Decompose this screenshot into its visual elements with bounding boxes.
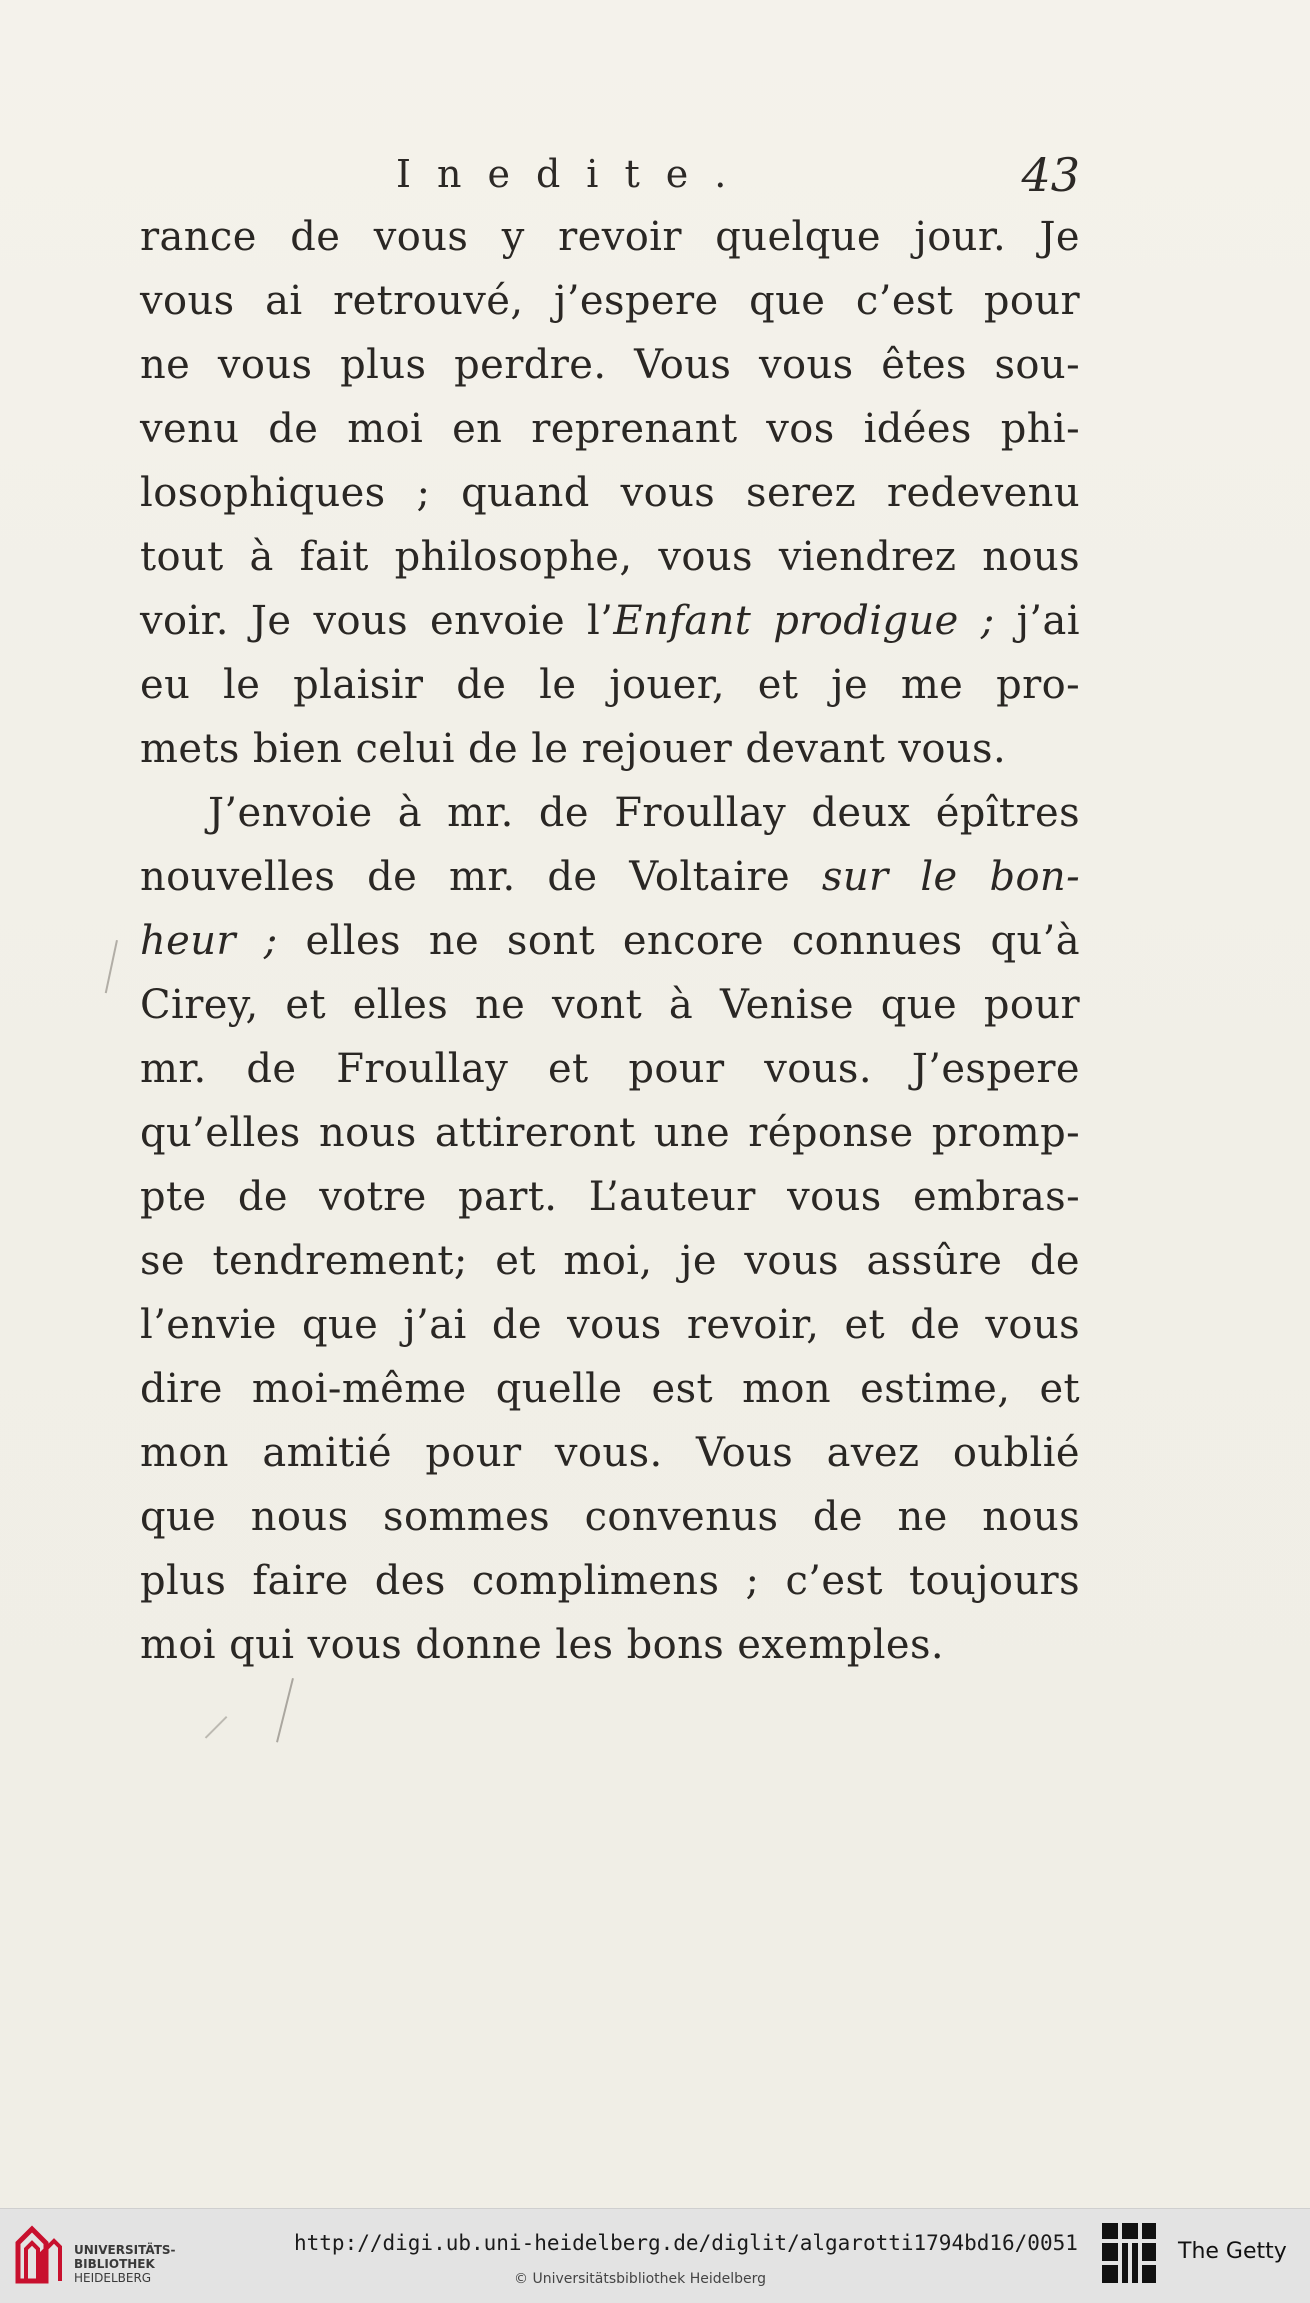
text-line <box>140 589 1080 653</box>
body-text <box>140 205 1080 1677</box>
text-line: J’envoie à mr. de Froullay deux épîtres <box>208 790 1080 836</box>
text-run: nouvelles de mr. de Voltaire <box>140 854 822 900</box>
text-line: losophiques ; quand vous serez redevenu <box>140 470 1080 516</box>
text-line: qu’elles nous attireront une réponse promp- <box>140 1110 1080 1156</box>
text-line: se tendrement; et moi, je vous assûre de <box>140 1238 1080 1284</box>
text-line: venu de moi en reprenant vos idées phi- <box>140 406 1080 452</box>
page-number: 43 <box>1021 148 1080 202</box>
text-run: voir. Je vous envoie l’ <box>140 598 614 644</box>
logo-line: BIBLIOTHEK <box>74 2257 155 2271</box>
stray-mark <box>205 1716 228 1739</box>
text-line <box>140 909 1080 973</box>
italic-title: sur le bon- <box>821 854 1081 900</box>
running-title: Inedite. <box>396 152 753 196</box>
text-line: l’envie que j’ai de vous revoir, et de vous <box>140 1302 1080 1348</box>
text-line: que nous sommes convenus de ne nous <box>140 1494 1080 1540</box>
university-logo[interactable] <box>12 2223 232 2293</box>
text-line: vous ai retrouvé, j’espere que c’est pour <box>140 278 1080 324</box>
text-line: mets bien celui de le rejouer devant vous. <box>140 726 1007 772</box>
text-line: eu le plaisir de le jouer, et je me pro- <box>140 662 1080 708</box>
text-line: mon amitié pour vous. Vous avez oublié <box>140 1430 1080 1476</box>
text-line: plus faire des complimens ; c’est toujours <box>140 1558 1080 1604</box>
text-line: tout à fait philosophe, vous viendrez nous <box>140 534 1080 580</box>
running-head <box>140 148 1080 204</box>
text-line: mr. de Froullay et pour vous. J’espere <box>140 1046 1080 1092</box>
text-line: moi qui vous donne les bons exemples. <box>140 1622 945 1668</box>
text-line <box>140 845 1080 909</box>
text-line: rance de vous y revoir quelque jour. Je <box>140 214 1080 260</box>
text-run: j’ai <box>994 598 1080 644</box>
text-line: Cirey, et elles ne vont à Venise que pour <box>140 982 1080 1028</box>
italic-title: heur ; <box>140 918 278 964</box>
italic-title: Enfant prodigue ; <box>613 598 995 644</box>
stray-mark <box>276 1678 294 1743</box>
heidelberg-seal-icon <box>12 2223 66 2289</box>
getty-logo-icon[interactable] <box>1100 2221 1158 2287</box>
text-line: ne vous plus perdre. Vous vous êtes sou- <box>140 342 1080 388</box>
university-logo-text <box>74 2243 176 2285</box>
logo-line: UNIVERSITÄTS- <box>74 2243 176 2257</box>
logo-line: HEIDELBERG <box>74 2271 152 2285</box>
text-run: elles ne sont encore connues qu’à <box>277 918 1080 964</box>
partner-name: The Getty <box>1178 2239 1287 2264</box>
stray-mark <box>105 940 118 993</box>
text-line: pte de votre part. L’auteur vous embras- <box>140 1174 1080 1220</box>
viewer-footer <box>0 2208 1310 2303</box>
text-line: dire moi-même quelle est mon estime, et <box>140 1366 1080 1412</box>
permalink-url[interactable]: http://digi.ub.uni-heidelberg.de/diglit/algarotti1794bd16/0051 <box>294 2231 1078 2255</box>
copyright-notice: © Universitätsbibliothek Heidelberg <box>514 2271 767 2287</box>
